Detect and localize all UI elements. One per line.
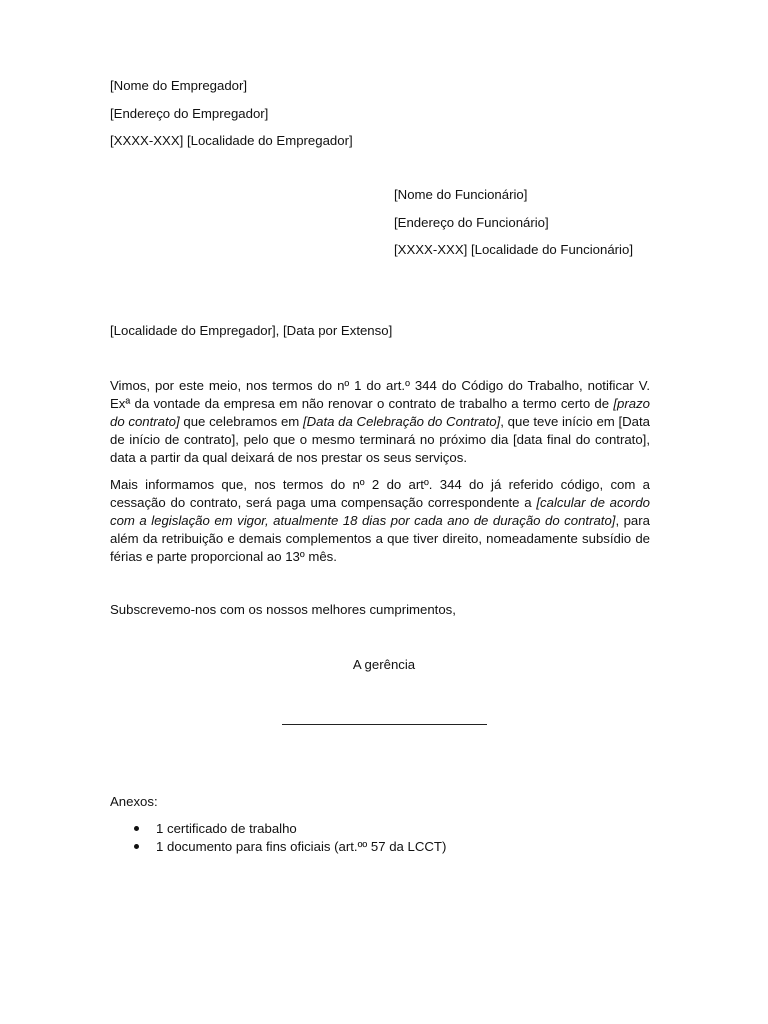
paragraph-text: Mais informamos que, nos termos do nº 2 do artº. 344 do já referido código, com a cessação do contrato, será paga uma compensação correspondente a xyxy=(110,477,650,510)
employer-address: [Endereço do Empregador] xyxy=(110,105,269,121)
employer-address-block xyxy=(110,77,353,160)
annex-item-label: 1 documento para fins oficiais (art.ºº 57 da LCCT) xyxy=(156,839,447,854)
paragraph-text: que celebramos em xyxy=(179,414,303,429)
list-item xyxy=(110,820,446,838)
closing-salutation: Subscrevemo-nos com os nossos melhores cumprimentos, xyxy=(110,602,456,617)
signature-line xyxy=(282,724,487,725)
bullet-icon xyxy=(134,844,139,849)
bullet-icon xyxy=(134,826,139,831)
paragraph-text: Vimos, por este meio, nos termos do nº 1 do art.º 344 do Código do Trabalho, notificar V. Exª da vontade da empresa em não renovar o contrato de trabalho a termo certo de xyxy=(110,378,650,411)
employer-name: [Nome do Empregador] xyxy=(110,78,248,93)
annex-item-label: 1 certificado de trabalho xyxy=(156,821,297,836)
compensation-placeholder: [calcular de acordo com a legislação em vigor, atualmente 18 dias por cada ano de duração do contrato] xyxy=(110,495,650,528)
list-item xyxy=(110,838,446,856)
employee-postal-locality: [XXXX-XXX] [Localidade do Funcionário] xyxy=(394,242,633,257)
paragraph-text: , que teve início em [Data de início de contrato], pelo que o mesmo terminará no próximo dia [data final do contrato], data a partir da qual deixará de nos prestar os seus serviços. xyxy=(110,414,650,465)
paragraph-text: , para além da retribuição e demais complementos a que tiver direito, nomeadamente subsídio de férias e parte proporcional ao 13º mês. xyxy=(110,513,650,564)
annexes-list xyxy=(110,820,446,856)
employee-address: [Endereço do Funcionário] xyxy=(394,214,549,230)
body-paragraph-notice xyxy=(110,377,650,467)
employee-name: [Nome do Funcionário] xyxy=(394,187,528,202)
signature-label: A gerência xyxy=(352,657,416,672)
annexes-title: Anexos: xyxy=(110,794,158,809)
contract-date-placeholder: [Data da Celebração do Contrato] xyxy=(302,414,501,429)
body-paragraph-compensation xyxy=(110,476,650,566)
employer-postal-locality: [XXXX-XXX] [Localidade do Empregador] xyxy=(110,133,353,148)
employee-address-block xyxy=(394,186,633,269)
contract-term-placeholder: [prazo do contrato] xyxy=(110,396,650,429)
place-and-date: [Localidade do Empregador], [Data por Extenso] xyxy=(110,323,393,338)
